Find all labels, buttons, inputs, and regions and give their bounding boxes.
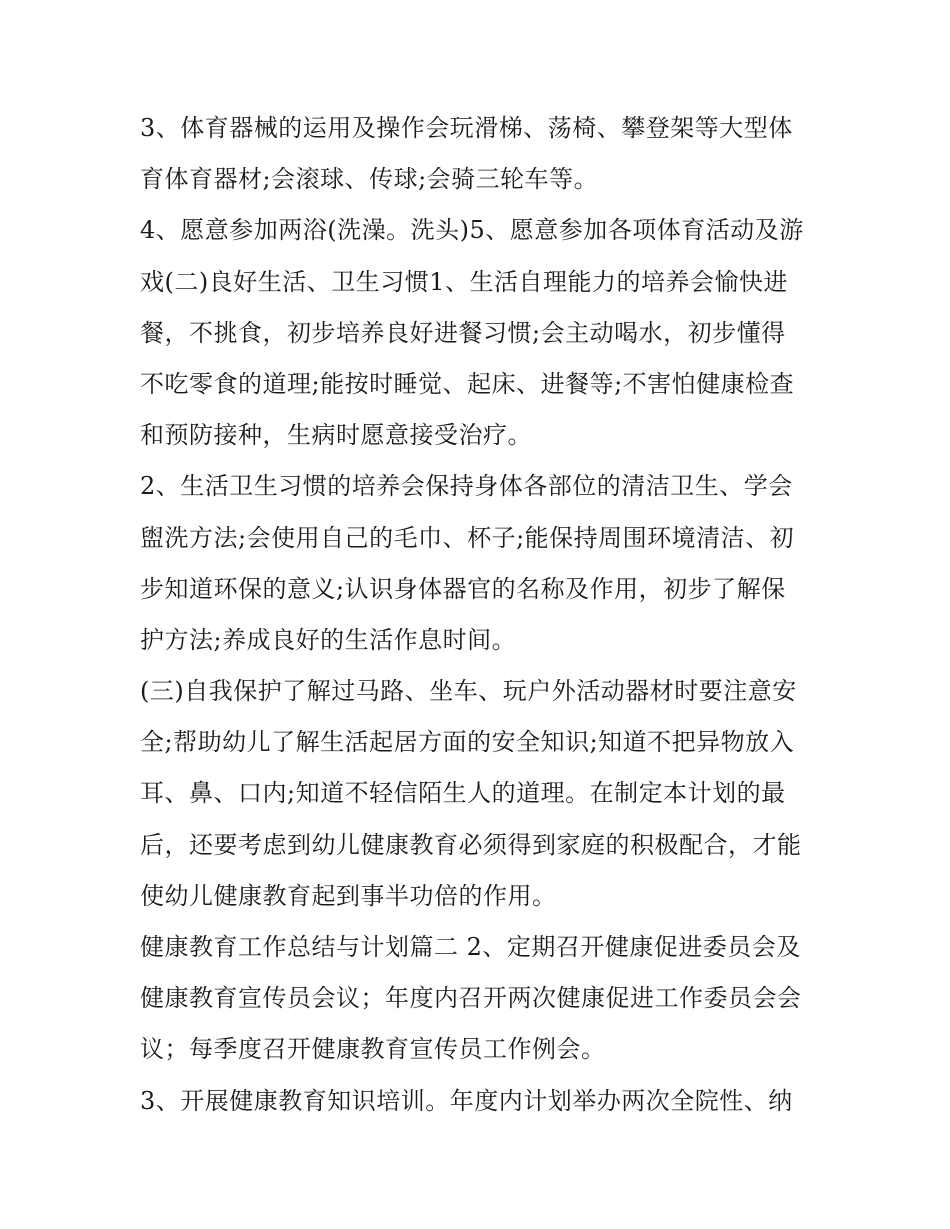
paragraph-health-committee (140, 922, 820, 1076)
text-line: 步知道环保的意义;认识身体器官的名称及作用，初步了解保 (140, 574, 786, 603)
text-line: 盥洗方法;会使用自己的毛巾、杯子;能保持周围环境清洁、初 (140, 523, 795, 552)
text-line: 和预防接种，生病时愿意接受治疗。 (140, 421, 532, 450)
text-line: 健康教育宣传员会议；年度内召开两次健康促进工作委员会会 (140, 984, 802, 1013)
paragraph-training (140, 1076, 820, 1127)
text-line: 育体育器材;会滚球、传球;会骑三轮车等。 (140, 165, 599, 194)
text-line: 护方法;养成良好的生活作息时间。 (140, 625, 517, 654)
text-line: 餐，不挑食，初步培养良好进餐习惯;会主动喝水，初步懂得 (140, 318, 786, 347)
paragraph-hygiene-habits (140, 461, 820, 666)
text-line: 议；每季度召开健康教育宣传员工作例会。 (140, 1035, 606, 1064)
text-line: 耳、鼻、口内;知道不轻信陌生人的道理。在制定本计划的最 (140, 779, 786, 808)
text-line: 3、开展健康教育知识培训。年度内计划举办两次全院性、纳 (140, 1086, 793, 1115)
text-line: 2、生活卫生习惯的培养会保持身体各部位的清洁卫生、学会 (140, 472, 793, 501)
paragraph-sports-equipment (140, 103, 820, 205)
text-line: 使幼儿健康教育起到事半功倍的作用。 (140, 881, 557, 910)
text-line: 后，还要考虑到幼儿健康教育必须得到家庭的积极配合，才能 (140, 830, 802, 859)
paragraph-self-protection (140, 666, 820, 922)
text-line: (三)自我保护了解过马路、坐车、玩户外活动器材时要注意安 (140, 677, 797, 706)
text-line: 4、愿意参加两浴(洗澡。洗头)5、愿意参加各项体育活动及游 (140, 216, 804, 245)
paragraph-bathing-habits (140, 205, 820, 461)
document-body (140, 103, 820, 1127)
text-line: 戏(二)良好生活、卫生习惯1、生活自理能力的培养会愉快进 (140, 267, 788, 296)
text-line: 不吃零食的道理;能按时睡觉、起床、进餐等;不害怕健康检查 (140, 369, 795, 398)
text-line: 全;帮助幼儿了解生活起居方面的安全知识;知道不把异物放入 (140, 728, 795, 757)
text-line: 健康教育工作总结与计划篇二 2、定期召开健康促进委员会及 (140, 933, 801, 961)
text-line: 3、体育器械的运用及操作会玩滑梯、荡椅、攀登架等大型体 (140, 114, 793, 142)
